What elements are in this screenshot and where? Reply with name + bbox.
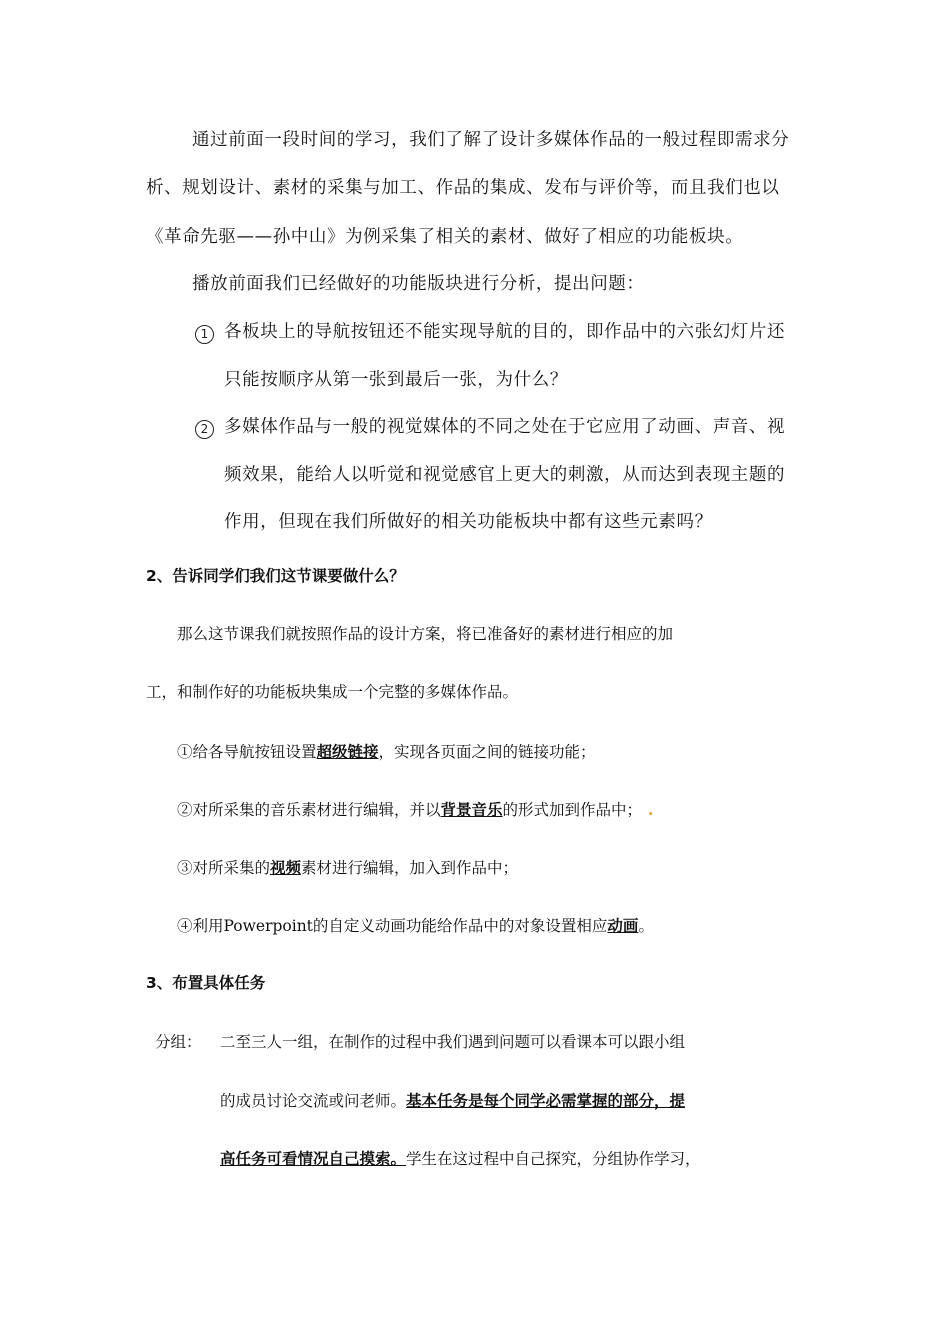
grouping-line-3-emphasis: 高任务可看情况自己摸索。 — [220, 1149, 407, 1168]
task-item-2 — [177, 802, 653, 819]
task-item-2-pre: ②对所采集的音乐素材进行编辑，并以 — [177, 801, 441, 819]
task-item-4-pre: ④利用Powerpoint的自定义动画功能给作品中的对象设置相应 — [177, 917, 608, 935]
task-item-3-post: 素材进行编辑，加入到作品中； — [301, 859, 519, 877]
task-item-2-emphasis: 背景音乐 — [440, 800, 503, 819]
task-item-4 — [177, 918, 654, 935]
question-2-line-2: 频效果，能给人以听觉和视觉感官上更大的刺激，从而达到表现主题的 — [224, 465, 786, 485]
section-2-heading: 2、告诉同学们我们这节课要做什么？ — [146, 567, 405, 585]
grouping-line-2-pre: 的成员讨论交流或问老师。 — [220, 1092, 407, 1110]
task-item-2-post: 的形式加到作品中； — [502, 801, 643, 819]
grouping-line-1: 二至三人一组，在制作的过程中我们遇到问题可以看课本可以跟小组 — [220, 1033, 686, 1051]
grouping-line-2 — [220, 1093, 685, 1110]
grouping-label: 分组： — [155, 1033, 202, 1051]
question-2-line-1: 多媒体作品与一般的视觉媒体的不同之处在于它应用了动画、声音、视 — [224, 417, 786, 437]
task-item-3-emphasis: 视频 — [270, 858, 302, 877]
intro-line-2: 析、规划设计、素材的采集与加工、作品的集成、发布与评价等，而且我们也以 — [146, 178, 780, 198]
task-item-4-post: 。 — [638, 917, 654, 935]
stray-mark: . — [648, 800, 654, 819]
question-2-line-3: 作用，但现在我们所做好的相关功能板块中都有这些元素吗？ — [224, 512, 713, 532]
task-item-1 — [177, 744, 596, 761]
task-item-3-pre: ③对所采集的 — [177, 859, 271, 877]
intro-line-4: 播放前面我们已经做好的功能版块进行分析，提出问题： — [192, 274, 645, 294]
question-1-line-1: 各板块上的导航按钮还不能实现导航的目的，即作品中的六张幻灯片还 — [224, 322, 786, 342]
question-number-1: 1 — [195, 325, 214, 344]
task-item-4-emphasis: 动画 — [607, 916, 639, 935]
task-item-1-pre: ①给各导航按钮设置 — [177, 743, 317, 761]
question-1-line-2: 只能按顺序从第一张到最后一张，为什么？ — [224, 370, 568, 390]
question-number-2: 2 — [195, 420, 214, 439]
intro-line-1: 通过前面一段时间的学习，我们了解了设计多媒体作品的一般过程即需求分 — [192, 130, 790, 150]
section-3-heading: 3、布置具体任务 — [146, 974, 266, 992]
task-item-1-emphasis: 超级链接 — [316, 742, 379, 761]
intro-line-3: 《革命先驱——孙中山》为例采集了相关的素材、做好了相应的功能板块。 — [146, 227, 744, 247]
section-2-para-line-1: 那么这节课我们就按照作品的设计方案，将已准备好的素材进行相应的加 — [177, 625, 674, 643]
grouping-line-2-emphasis: 基本任务是每个同学必需掌握的部分，提 — [406, 1091, 686, 1110]
grouping-line-3 — [220, 1151, 701, 1168]
task-item-3 — [177, 860, 518, 877]
task-item-1-post: ，实现各页面之间的链接功能； — [378, 743, 596, 761]
grouping-line-3-post: 学生在这过程中自己探究，分组协作学习， — [406, 1150, 701, 1168]
section-2-para-line-2: 工，和制作好的功能板块集成一个完整的多媒体作品。 — [146, 683, 519, 701]
